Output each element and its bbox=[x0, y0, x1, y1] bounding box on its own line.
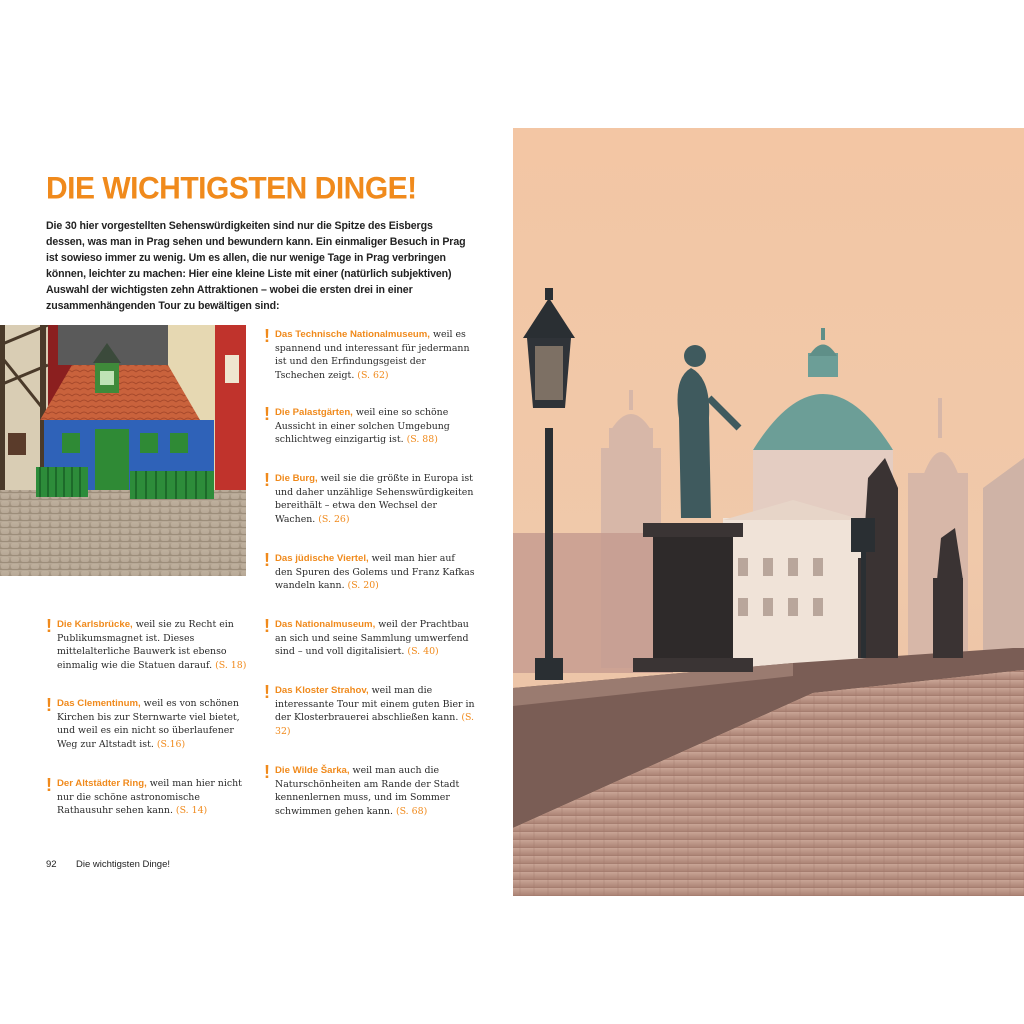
exclamation-icon: ! bbox=[264, 404, 270, 424]
page-number: 92 bbox=[46, 859, 57, 870]
page-title: DIE WICHTIGSTEN DINGE! bbox=[46, 171, 417, 206]
exclamation-icon: ! bbox=[264, 550, 270, 570]
golden-lane-photo bbox=[0, 325, 246, 576]
list-item: ! Das jüdische Viertel, weil man hier auf den Spuren des Golems und Franz Kafkas wandeln kann. (S. 20) bbox=[264, 550, 475, 591]
list-item: ! Der Altstädter Ring, weil man hier nicht nur die schöne astronomische Rathausuhr sehen kann. (S. 14) bbox=[46, 775, 242, 816]
charles-bridge-photo bbox=[513, 128, 1024, 896]
exclamation-icon: ! bbox=[264, 470, 270, 490]
exclamation-icon: ! bbox=[264, 616, 270, 636]
list-item: ! Die Burg, weil sie die größte in Europa ist und daher unzählige Sehenswürdigkeiten bereithält – etwa den Wechsel der Wachen. (S. 26) bbox=[264, 470, 474, 525]
exclamation-icon: ! bbox=[46, 775, 52, 795]
list-item: ! Die Palastgärten, weil eine so schöne Aussicht in einer solchen Umgebung schlichtweg einzigartig ist. (S. 88) bbox=[264, 404, 450, 445]
list-item: ! Die Karlsbrücke, weil sie zu Recht ein Publikumsmagnet ist. Dieses mittelalterliche Bauwerk ist ebenso einmalig wie die Statuen darauf. (S. 18) bbox=[46, 616, 247, 671]
exclamation-icon: ! bbox=[46, 695, 52, 715]
list-item: ! Das Kloster Strahov, weil man die interessante Tour mit einem guten Bier in der Klosterbrauerei abschließen kann. (S. 32) bbox=[264, 682, 475, 737]
list-item: ! Die Wilde Šarka, weil man auch die Naturschönheiten am Rande der Stadt kennenlernen muss, und im Sommer schwimmen gehen kann. (S. 68) bbox=[264, 762, 460, 817]
exclamation-icon: ! bbox=[264, 682, 270, 702]
list-item: ! Das Nationalmuseum, weil der Prachtbau an sich und seine Sammlung umwerfend sind – und voll digitalisiert. (S. 40) bbox=[264, 616, 469, 657]
intro-paragraph: Die 30 hier vorgestellten Sehenswürdigkeiten sind nur die Spitze des Eisbergs dessen, was man in Prag sehen und bewundern kann. Ein einmaliger Besuch in Prag ist sowieso immer zu wenig. Um es allen, die nur wenige Tage in Prag verbringen können, leichter zu machen: Hier eine kleine Liste mit einer (natürlich subjektiven) Auswahl der wichtigsten zehn Attraktionen – wobei die ersten drei in einer zusammenhängenden Tour zu bewältigen sind: bbox=[46, 220, 466, 312]
list-item: ! Das Technische Nationalmuseum, weil es spannend und interessant für jedermann ist und den Erfindungsgeist der Tschechen zeigt. (S. 62) bbox=[264, 326, 470, 381]
running-title: Die wichtigsten Dinge! bbox=[76, 859, 170, 870]
exclamation-icon: ! bbox=[264, 762, 270, 782]
exclamation-icon: ! bbox=[264, 326, 270, 346]
exclamation-icon: ! bbox=[46, 616, 52, 636]
list-item: ! Das Clementinum, weil es von schönen Kirchen bis zur Sternwarte viel bietet, und weil es ein nicht so überlaufener Weg zur Altstadt ist. (S.16) bbox=[46, 695, 240, 750]
